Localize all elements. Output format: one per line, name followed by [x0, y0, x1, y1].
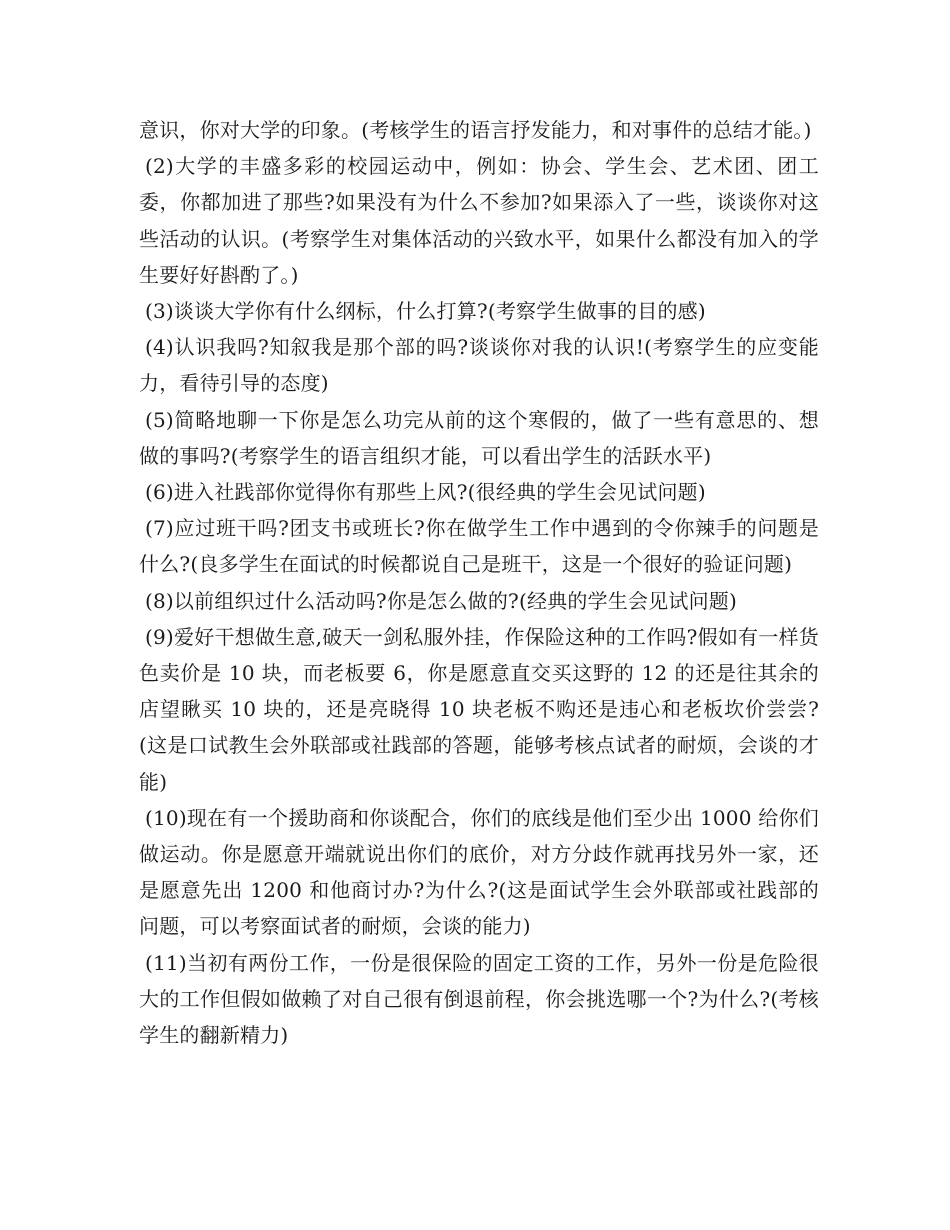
- paragraph-intro: 意识，你对大学的印象。(考核学生的语言抒发能力，和对事件的总结才能。): [139, 118, 812, 142]
- document-body: [139, 112, 819, 1053]
- paragraph-question-11: (11)当初有两份工作，一份是很保险的固定工资的工作，另外一份是危险很大的工作但假如做赖了对自己很有倒退前程，你会挑选哪一个?为什么?(考核学生的翻新精力): [139, 950, 819, 1048]
- paragraph-question-10: (10)现在有一个援助商和你谈配合，你们的底线是他们至少出 1000 给你们做运动。你是愿意开端就说出你们的底价，对方分歧作就再找另外一家，还是愿意先出 1200 和他商讨办?为什么?(这是面试学生会外联部或社践部的问题，可以考察面试者的耐烦，会谈的能力): [139, 805, 819, 939]
- paragraph-question-8: (8)以前组织过什么活动吗?你是怎么做的?(经典的学生会见试问题): [145, 588, 737, 613]
- paragraph-question-2: (2)大学的丰盛多彩的校园运动中，例如：协会、学生会、艺术团、团工委，你都加进了那些?如果没有为什么不参加?如果添入了一些，谈谈你对这些活动的认识。(考察学生对集体活动的兴致水平，如果什么都没有加入的学生要好好斟酌了。): [139, 154, 819, 287]
- paragraph-question-9: (9)爱好干想做生意,破天一剑私服外挂，作保险这种的工作吗?假如有一样货色卖价是 10 块，而老板要 6，你是愿意直交买这野的 12 的还是往其余的店望瞅买 10 块的，还是亮晓得 10 块老板不购还是违心和老板坎价尝尝?(这是口试教生会外联部或社践部的答题，能够考核点试者的耐烦，会谈的才能): [139, 624, 819, 794]
- paragraph-question-6: (6)进入社践部你觉得你有那些上风?(很经典的学生会见试问题): [145, 480, 706, 505]
- paragraph-question-4: (4)认识我吗?知叙我是那个部的吗?谈谈你对我的认识!(考察学生的应变能力，看待引导的态度): [139, 335, 819, 396]
- paragraph-question-7: (7)应过班干吗?团支书或班长?你在做学生工作中遇到的令你辣手的问题是什么?(良多学生在面试的时候都说自己是班干，这是一个很好的验证问题): [139, 516, 819, 577]
- paragraph-question-5: (5)简略地聊一下你是怎么功完从前的这个寒假的，做了一些有意思的、想做的事吗?(考察学生的语言组织才能，可以看出学生的活跃水平): [139, 407, 819, 468]
- paragraph-question-3: (3)谈谈大学你有什么纲标，什么打算?(考察学生做事的目的感): [145, 299, 706, 324]
